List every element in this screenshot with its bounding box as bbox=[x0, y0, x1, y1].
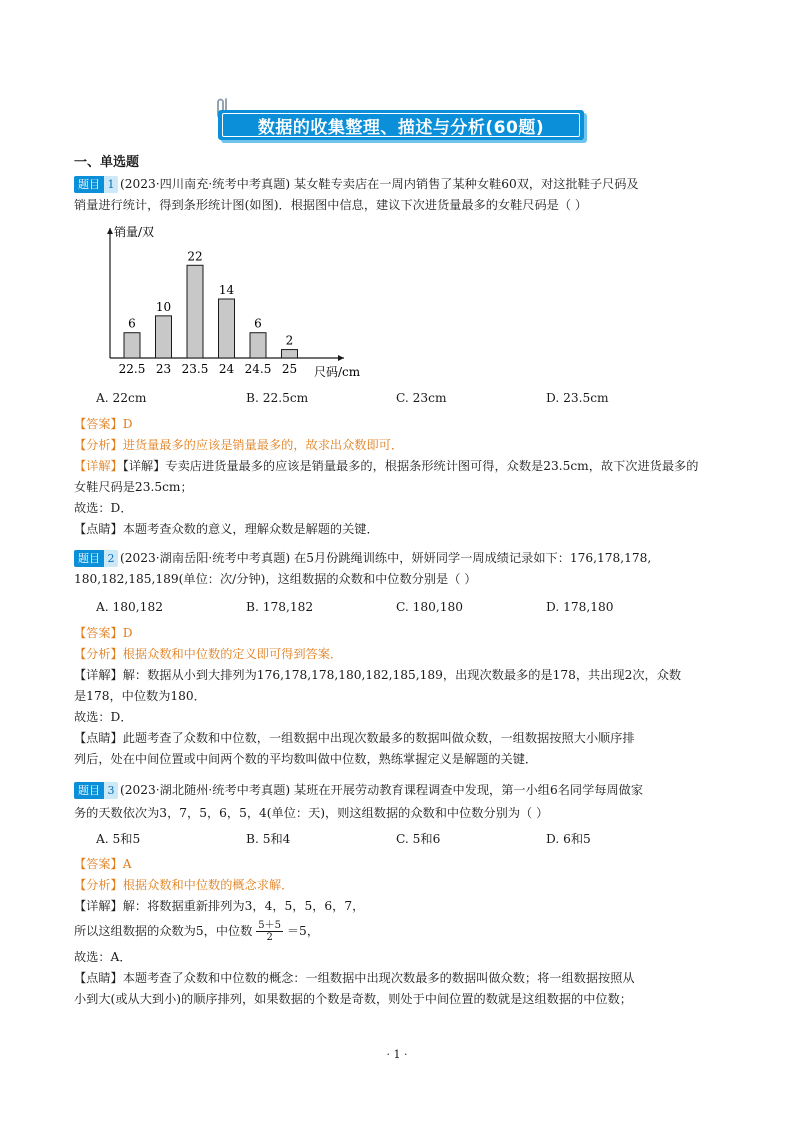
bar bbox=[219, 299, 235, 358]
q1-option-b[interactable]: B. 22.5cm bbox=[246, 391, 309, 405]
x-tick-label: 23.5 bbox=[181, 362, 209, 376]
q3-comment-cont: 小到大(或从大到小)的顺序排列，如果数据的个数是奇数，则处于中间位置的数就是这组数据的中位数； bbox=[74, 992, 632, 1006]
x-tick-label: 22.5 bbox=[118, 362, 146, 376]
q1-option-c[interactable]: C. 23cm bbox=[396, 391, 447, 405]
q3-option-a[interactable]: A. 5和5 bbox=[96, 832, 141, 846]
q2-detail-cont: 是178，中位数为180． bbox=[74, 689, 206, 703]
q3-option-d[interactable]: D. 6和5 bbox=[546, 832, 591, 846]
x-tick-label: 25 bbox=[281, 362, 298, 376]
bar-value-label: 10 bbox=[155, 299, 172, 314]
question-3: 题目 3 (2023·湖北随州·统考中考真题) 某班在开展劳动教育课程调查中发现，第一小组6名同学每周做家 bbox=[74, 781, 643, 799]
q2-comment: 【点睛】此题考查了众数和中位数，一组数据中出现次数最多的数据叫做众数，一组数据按照大小顺序排 bbox=[74, 731, 635, 745]
q2-option-c[interactable]: C. 180,180 bbox=[396, 600, 464, 614]
bar bbox=[187, 265, 203, 358]
x-axis-label: 尺码/cm bbox=[314, 365, 361, 379]
q2-choose: 故选：D． bbox=[74, 710, 133, 724]
bar-value-label: 6 bbox=[254, 316, 262, 331]
q1-analysis: 【分析】进货量最多的应该是销量最多的，故求出众数即可． bbox=[74, 438, 404, 452]
bar bbox=[250, 333, 266, 358]
bar-value-label: 14 bbox=[218, 283, 235, 297]
q1-option-d[interactable]: D. 23.5cm bbox=[546, 391, 609, 405]
bar-value-label: 6 bbox=[128, 316, 136, 331]
q1-answer: 【答案】D bbox=[74, 417, 133, 431]
y-axis-arrow bbox=[107, 228, 113, 234]
bar bbox=[124, 333, 140, 358]
fraction: $\frac{5+5}{2}$ bbox=[258, 920, 281, 943]
question-2-text: 180,182,185,189(单位：次/分钟)，这组数据的众数和中位数分别是（ ） bbox=[74, 572, 477, 586]
q3-answer: 【答案】A bbox=[74, 857, 132, 871]
question-tag: 题目 2 bbox=[74, 550, 118, 567]
question-2: 题目 2 (2023·湖南岳阳·统考中考真题) 在5月份跳绳训练中，妍妍同学一周成绩记录如下：176,178,178, bbox=[74, 549, 651, 567]
q2-option-d[interactable]: D. 178,180 bbox=[546, 600, 614, 614]
q2-answer: 【答案】D bbox=[74, 626, 133, 640]
question-tag: 题目 3 bbox=[74, 782, 118, 799]
chart-labels bbox=[114, 224, 361, 379]
q2-analysis: 【分析】根据众数和中位数的定义即可得到答案． bbox=[74, 647, 343, 661]
y-axis-label: 销量/双 bbox=[114, 225, 155, 239]
x-tick-label: 24.5 bbox=[244, 362, 272, 376]
section-heading: 一、单选题 bbox=[74, 155, 140, 170]
bar bbox=[156, 316, 172, 358]
question-1-text: 销量进行统计，得到条形统计图(如图)．根据图中信息，建议下次进货量最多的女鞋尺码是（ ） bbox=[74, 198, 588, 212]
x-tick-label: 23 bbox=[155, 362, 172, 376]
chart-bars bbox=[124, 265, 298, 358]
q1-detail: 【详解】【详解】专卖店进货量最多的应该是销量最多的，根据条形统计图可得，众数是23.5cm，故下次进货最多的 bbox=[74, 459, 699, 473]
q1-comment: 【点睛】本题考查众数的意义，理解众数是解题的关键． bbox=[74, 522, 379, 536]
q1-detail-cont: 女鞋尺码是23.5cm； bbox=[74, 480, 193, 494]
q3-comment: 【点睛】本题考查了众数和中位数的概念：一组数据中出现次数最多的数据叫做众数；将一组数据按照从 bbox=[74, 971, 635, 985]
bar-value-label: 22 bbox=[187, 249, 203, 264]
q2-comment-cont: 列后，处在中间位置或中间两个数的平均数叫做中位数，熟练掌握定义是解题的关键． bbox=[74, 752, 538, 766]
page-title: 数据的收集整理、描述与分析(60题) bbox=[257, 117, 545, 138]
bar bbox=[282, 350, 298, 358]
bar-value-label: 2 bbox=[285, 333, 294, 348]
question-1: 题目 1 (2023·四川南充·统考中考真题) 某女鞋专卖店在一周内销售了某种女鞋60双，对这批鞋子尺码及 bbox=[74, 175, 639, 193]
q2-option-a[interactable]: A. 180,182 bbox=[96, 600, 163, 614]
q3-option-c[interactable]: C. 5和6 bbox=[396, 832, 441, 846]
q2-option-b[interactable]: B. 178,182 bbox=[246, 600, 314, 614]
q1-choose: 故选：D． bbox=[74, 501, 133, 515]
x-axis-arrow bbox=[338, 355, 344, 361]
question-3-text: 务的天数依次为3，7，5，6，5，4(单位：天)，则这组数据的众数和中位数分别为（ ） bbox=[74, 806, 549, 820]
x-tick-label: 24 bbox=[218, 362, 235, 376]
q1-option-a[interactable]: A. 22cm bbox=[96, 391, 147, 405]
q2-detail: 【详解】解：数据从小到大排列为176,178,178,180,182,185,189，出现次数最多的是178，共出现2次，众数 bbox=[74, 668, 682, 682]
q3-choose: 故选：A． bbox=[74, 950, 132, 964]
q3-detail-cont: 所以这组数据的众数为5，中位数 $\frac{5+5}{2}$ ＝5， bbox=[74, 920, 320, 943]
q3-detail: 【详解】解：将数据重新排列为3，4，5，5，6，7， bbox=[74, 899, 365, 913]
q3-analysis: 【分析】根据众数和中位数的概念求解． bbox=[74, 878, 294, 892]
question-tag: 题目 1 bbox=[74, 176, 118, 193]
page-number: · 1 · bbox=[386, 1048, 408, 1061]
bar-chart bbox=[98, 220, 368, 380]
q3-option-b[interactable]: B. 5和4 bbox=[246, 832, 291, 846]
title-banner bbox=[218, 110, 584, 140]
